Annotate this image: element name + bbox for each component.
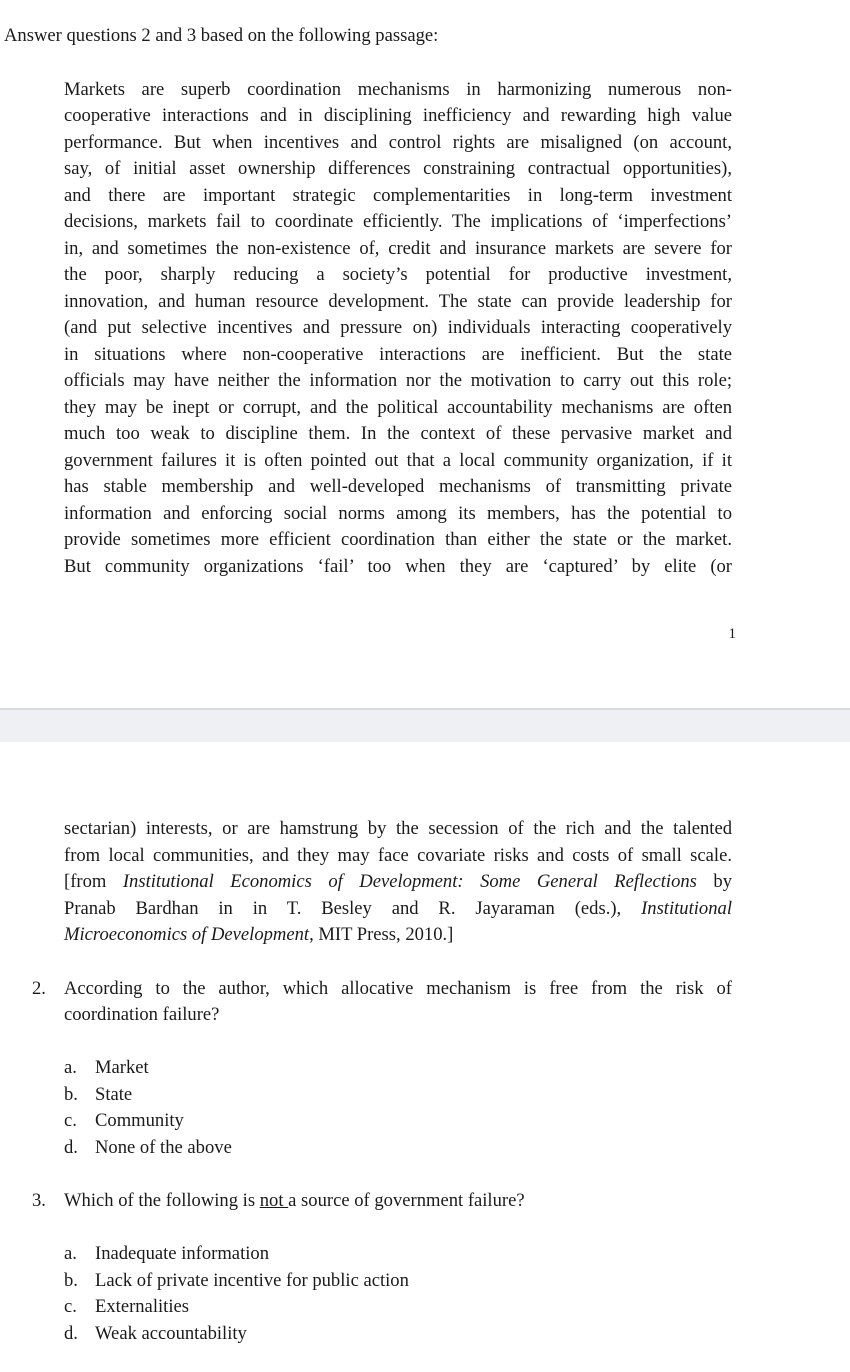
q3-option-b: Lack of private incentive for public action xyxy=(95,1270,409,1291)
passage-line: officials may have neither the information nor the motivation to carry out this role; xyxy=(64,370,732,391)
passage-line: Markets are superb coordination mechanisms in harmonizing numerous non- xyxy=(64,79,732,100)
q3-text-underlined: not xyxy=(259,1190,289,1211)
citation-book-title-cont: Microeconomics of Development xyxy=(64,924,310,945)
passage-line: much too weak to discipline them. In the context of these pervasive market and xyxy=(64,423,732,444)
q2-option-a-letter: a. xyxy=(64,1057,77,1078)
citation-by: by xyxy=(696,871,732,892)
q2-option-b-letter: b. xyxy=(64,1084,78,1105)
question-3-text xyxy=(64,1188,664,1214)
q2-option-b: State xyxy=(95,1084,133,1105)
passage-line: government failures it is often pointed out that a local community organization, if it xyxy=(64,450,732,471)
passage-heading: Answer questions 2 and 3 based on the following passage: xyxy=(4,25,439,46)
page-break-divider xyxy=(0,708,850,742)
q3-option-b-letter: b. xyxy=(64,1270,78,1291)
citation-line xyxy=(64,922,732,948)
passage-line: they may be inept or corrupt, and the political accountability mechanisms are often xyxy=(64,397,732,418)
passage-line: (and put selective incentives and pressure on) individuals interacting cooperatively xyxy=(64,317,732,338)
q3-option-a: Inadequate information xyxy=(95,1243,269,1264)
q2-option-a: Market xyxy=(95,1057,149,1078)
passage-line: the poor, sharply reducing a society’s potential for productive investment, xyxy=(64,264,732,285)
citation-line xyxy=(64,869,732,895)
question-3-number: 3. xyxy=(32,1190,46,1211)
q3-option-c: Externalities xyxy=(95,1296,189,1317)
citation-prefix: [from xyxy=(64,871,123,892)
q3-text-end: a source of government failure? xyxy=(288,1190,525,1211)
passage-line: and there are important strategic complementarities in long-term investment xyxy=(64,185,732,206)
passage-line: provide sometimes more efficient coordination than either the state or the market. xyxy=(64,529,732,550)
passage-line: But community organizations ‘fail’ too when they are ‘captured’ by elite (or xyxy=(64,556,732,577)
citation-publisher: , MIT Press, 2010.] xyxy=(309,924,454,945)
passage-line: innovation, and human resource development. The state can provide leadership for xyxy=(64,291,732,312)
q3-option-c-letter: c. xyxy=(64,1296,77,1317)
q3-option-a-letter: a. xyxy=(64,1243,77,1264)
passage-line: sectarian) interests, or are hamstrung by the secession of the rich and the talented xyxy=(64,818,732,839)
passage-line: decisions, markets fail to coordinate efficiently. The implications of ‘imperfections’ xyxy=(64,211,732,232)
q2-option-c: Community xyxy=(95,1110,184,1131)
citation-title: Institutional Economics of Development: Some General Reflections xyxy=(122,871,697,892)
passage-line: cooperative interactions and in disciplining inefficiency and rewarding high value xyxy=(64,105,732,126)
passage-line: information and enforcing social norms among its members, has the potential to xyxy=(64,503,732,524)
q3-option-d-letter: d. xyxy=(64,1323,78,1344)
q3-text-start: Which of the following is xyxy=(64,1190,260,1211)
citation-book-title: Institutional xyxy=(641,898,732,919)
passage-line: has stable membership and well-developed mechanisms of transmitting private xyxy=(64,476,732,497)
question-2-text: coordination failure? xyxy=(64,1004,220,1025)
passage-line: in situations where non-cooperative interactions are inefficient. But the state xyxy=(64,344,732,365)
question-2-number: 2. xyxy=(32,978,46,999)
passage-line: performance. But when incentives and control rights are misaligned (on account, xyxy=(64,132,732,153)
q2-option-d-letter: d. xyxy=(64,1137,78,1158)
question-2-text: According to the author, which allocative mechanism is free from the risk of xyxy=(64,978,732,999)
page-number: 1 xyxy=(728,626,736,642)
passage-line: say, of initial asset ownership differences constraining contractual opportunities), xyxy=(64,158,732,179)
passage-line: from local communities, and they may face covariate risks and costs of small scale. xyxy=(64,845,732,866)
q2-option-c-letter: c. xyxy=(64,1110,77,1131)
citation-line xyxy=(64,896,732,922)
passage-line: in, and sometimes the non-existence of, credit and insurance markets are severe for xyxy=(64,238,732,259)
document-page-2 xyxy=(0,742,850,1372)
q3-option-d: Weak accountability xyxy=(95,1323,247,1344)
q2-option-d: None of the above xyxy=(95,1137,232,1158)
citation-authors: Pranab Bardhan in in T. Besley and R. Jayaraman (eds.), xyxy=(64,898,642,919)
